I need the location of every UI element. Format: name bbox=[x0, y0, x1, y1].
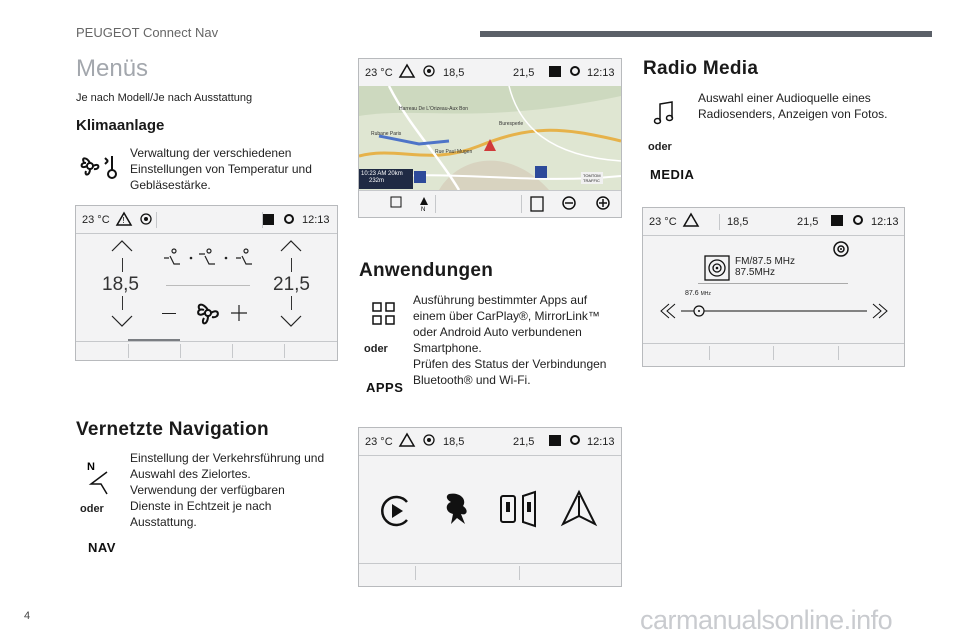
klima-title: Klimaanlage bbox=[76, 117, 165, 134]
navigation-title: Vernetzte Navigation bbox=[76, 419, 269, 440]
map-label: Rue Paul Mugen bbox=[435, 149, 473, 155]
status-icons bbox=[400, 434, 620, 448]
navigation-text: Einstellung der Verkehrsführung und Auswahl des Zielortes. Verwendung der verfügbaren Dienste in Echtzeit je nach Ausstattung. bbox=[130, 451, 325, 529]
android-auto-icon[interactable] bbox=[563, 492, 595, 526]
status-time: 12:13 bbox=[302, 214, 330, 226]
left-temp-down-icon[interactable] bbox=[112, 316, 132, 326]
status-right-value: 21,5 bbox=[513, 436, 535, 448]
status-temperature: 23 °C bbox=[649, 216, 677, 228]
status-time: 12:13 bbox=[587, 67, 615, 79]
tomtom-traffic-logo: TOMTOM TRAFFIC bbox=[583, 173, 601, 183]
status-time: 12:13 bbox=[587, 436, 615, 448]
status-temperature: 23 °C bbox=[82, 214, 110, 226]
apps-title: Anwendungen bbox=[359, 260, 494, 281]
status-right-value: 21,5 bbox=[513, 67, 535, 79]
status-left-value: 18,5 bbox=[443, 67, 465, 79]
frequency-dial-label: 87.6 MHz bbox=[685, 290, 711, 297]
svg-text:N: N bbox=[421, 207, 426, 213]
map-label: Buresperle bbox=[499, 121, 524, 127]
radio-source-icon[interactable] bbox=[833, 241, 849, 257]
map-label: Rubane Paris bbox=[371, 131, 402, 137]
nav-button-label[interactable]: NAV bbox=[88, 540, 116, 555]
mirrorlink-icon[interactable] bbox=[499, 490, 539, 528]
status-icons bbox=[400, 65, 620, 79]
status-icons bbox=[684, 214, 904, 228]
right-temp-down-icon[interactable] bbox=[281, 316, 301, 326]
svg-text:N: N bbox=[87, 461, 95, 473]
media-button-label[interactable]: MEDIA bbox=[650, 167, 695, 182]
map-view[interactable] bbox=[359, 86, 621, 190]
map-toolbar-icons[interactable] bbox=[391, 195, 619, 213]
station-info: FM/87.5 MHz 87.5MHz bbox=[735, 256, 796, 278]
climate-screen bbox=[75, 205, 338, 361]
left-temp-up-icon[interactable] bbox=[112, 241, 132, 251]
station-logo-icon bbox=[705, 256, 729, 280]
apps-text: Ausführung bestimmter Apps auf einem über CarPlay®, MirrorLink™ oder Android Auto verbundenen Smartphone. Prüfen des Status der Verbindungen Bluetooth® und Wi-Fi. bbox=[413, 293, 607, 387]
document-header: PEUGEOT Connect Nav bbox=[76, 25, 219, 40]
page-number: 4 bbox=[24, 610, 31, 622]
radio-screen bbox=[642, 207, 905, 367]
frequency-slider[interactable] bbox=[661, 304, 887, 318]
nav-compass-icon bbox=[87, 460, 113, 494]
fan-icon bbox=[194, 299, 222, 327]
klima-text: Verwaltung der verschiedenen Einstellungen von Temperatur und Gebläsestärke. bbox=[130, 146, 312, 192]
header-bar bbox=[480, 31, 932, 37]
carplay-icon[interactable] bbox=[379, 494, 413, 528]
radio-oder: oder bbox=[648, 141, 672, 153]
status-left-value: 18,5 bbox=[727, 216, 749, 228]
map-label: Harreau De L'Orizeau-Aux Bon bbox=[399, 106, 469, 112]
fan-plus-icon[interactable] bbox=[231, 305, 247, 321]
map-screen bbox=[358, 58, 622, 218]
apps-screen bbox=[358, 427, 622, 587]
status-time: 12:13 bbox=[871, 216, 899, 228]
right-temp-value: 21,5 bbox=[273, 274, 310, 295]
climate-icon bbox=[80, 152, 124, 180]
status-temperature: 23 °C bbox=[365, 436, 393, 448]
radio-title: Radio Media bbox=[643, 58, 759, 79]
apps-button-label[interactable]: APPS bbox=[366, 380, 404, 395]
status-temperature: 23 °C bbox=[365, 67, 393, 79]
music-note-icon bbox=[654, 101, 674, 125]
apps-oder: oder bbox=[364, 343, 388, 355]
airflow-mode-icons[interactable] bbox=[164, 246, 256, 270]
menus-title: Menüs bbox=[76, 55, 149, 82]
svg-text:!: ! bbox=[122, 216, 125, 225]
menus-subtitle: Je nach Modell/Je nach Ausstattung bbox=[76, 92, 253, 104]
status-right-value: 21,5 bbox=[797, 216, 819, 228]
map-route-info: 10:23 AM 20km 232m bbox=[359, 169, 413, 189]
right-temp-up-icon[interactable] bbox=[281, 241, 301, 251]
left-temp-value: 18,5 bbox=[102, 274, 139, 295]
peugeot-lion-icon[interactable] bbox=[441, 492, 471, 526]
status-left-value: 18,5 bbox=[443, 436, 465, 448]
radio-text: Auswahl einer Audioquelle eines Radiosenders, Anzeigen von Fotos. bbox=[698, 91, 888, 121]
apps-grid-icon bbox=[373, 303, 395, 325]
nav-oder: oder bbox=[80, 503, 104, 515]
watermark: carmanualsonline.info bbox=[640, 605, 893, 635]
